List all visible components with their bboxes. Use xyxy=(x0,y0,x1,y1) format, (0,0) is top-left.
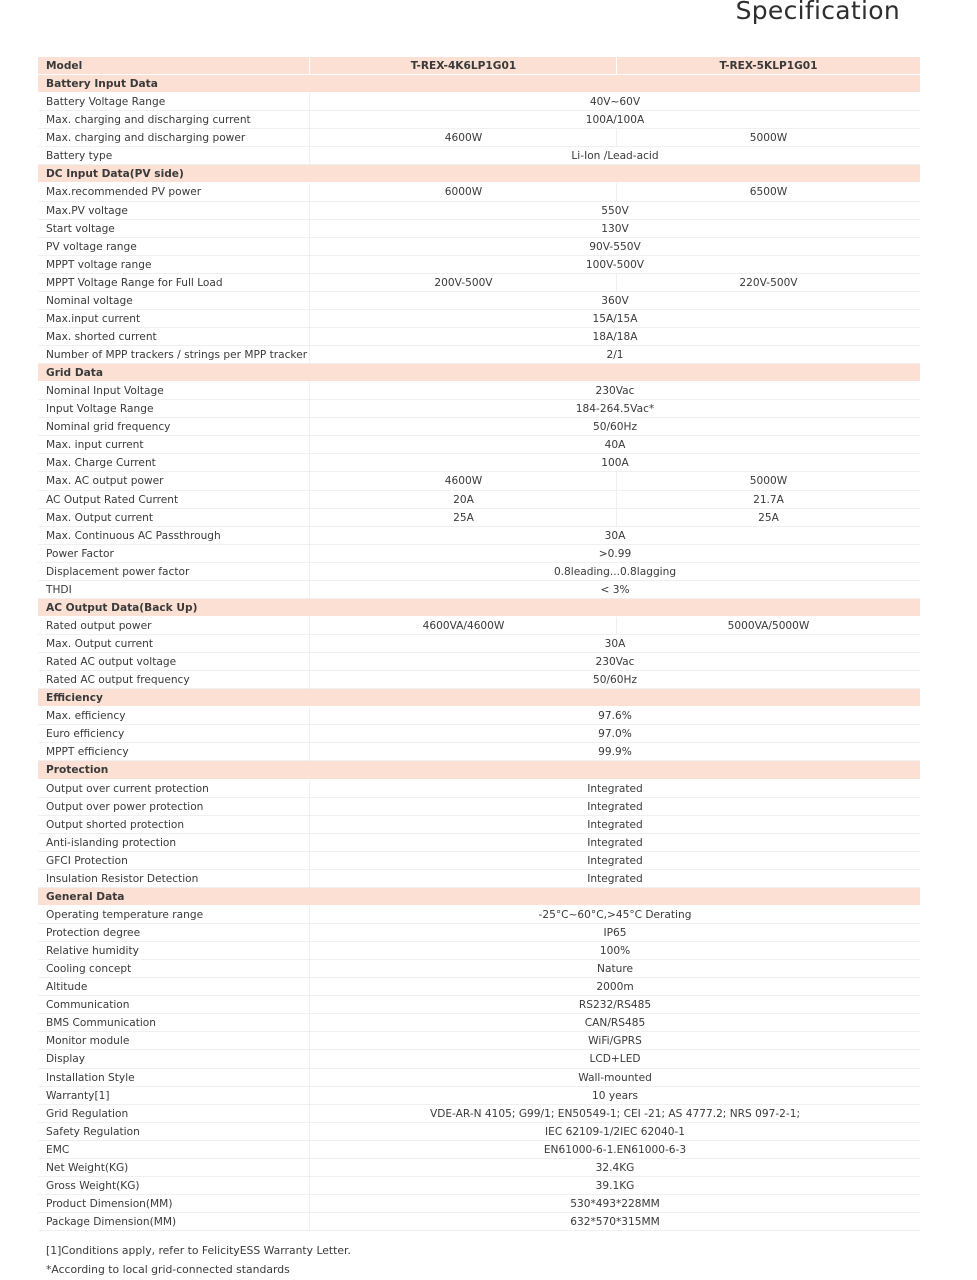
table-row xyxy=(38,671,920,689)
spec-value: < 3% xyxy=(309,581,920,599)
spec-value-model-2: 6500W xyxy=(616,183,920,201)
table-row xyxy=(38,852,920,870)
spec-value: 32.4KG xyxy=(309,1159,920,1177)
table-row xyxy=(38,545,920,563)
spec-label: Grid Regulation xyxy=(46,1107,129,1120)
spec-label: Battery type xyxy=(46,150,113,163)
spec-value: Integrated xyxy=(309,780,920,798)
section-header-row xyxy=(38,165,920,183)
table-row xyxy=(38,1050,920,1068)
table-row xyxy=(38,816,920,834)
table-row xyxy=(38,147,920,165)
spec-label: Net Weight(KG) xyxy=(46,1161,129,1174)
spec-value: IEC 62109-1/2IEC 62040-1 xyxy=(309,1123,920,1141)
table-row xyxy=(38,400,920,418)
spec-value: WiFi/GPRS xyxy=(309,1032,920,1050)
spec-label: THDI xyxy=(46,583,72,596)
table-row xyxy=(38,509,920,527)
spec-label: Output over power protection xyxy=(46,800,204,813)
spec-value-model-1: 25A xyxy=(309,509,617,527)
spec-value: >0.99 xyxy=(309,545,920,563)
table-row xyxy=(38,725,920,743)
table-row xyxy=(38,780,920,798)
spec-value-model-1: 20A xyxy=(309,491,617,509)
section-title: Efficiency xyxy=(46,692,103,705)
table-row xyxy=(38,328,920,346)
section-title: DC Input Data(PV side) xyxy=(46,168,184,181)
table-row xyxy=(38,743,920,761)
spec-label: Start voltage xyxy=(46,222,115,235)
spec-value: 99.9% xyxy=(309,743,920,761)
table-row xyxy=(38,1213,920,1231)
spec-label: Output over current protection xyxy=(46,782,209,795)
table-row xyxy=(38,581,920,599)
spec-label: Operating temperature range xyxy=(46,908,204,921)
section-title: Protection xyxy=(46,764,109,777)
spec-label: Input Voltage Range xyxy=(46,403,154,416)
table-row xyxy=(38,653,920,671)
spec-value: LCD+LED xyxy=(309,1050,920,1068)
table-row xyxy=(38,202,920,220)
spec-label: Protection degree xyxy=(46,927,141,939)
spec-value: 0.8leading...0.8lagging xyxy=(309,563,920,581)
spec-value-model-2: 220V-500V xyxy=(616,274,920,292)
spec-label: Display xyxy=(46,1053,86,1066)
table-row xyxy=(38,1032,920,1050)
spec-value: Integrated xyxy=(309,870,920,888)
spec-label: Altitude xyxy=(46,981,88,994)
spec-label: Gross Weight(KG) xyxy=(46,1179,140,1192)
spec-value: 100% xyxy=(309,942,920,960)
spec-label: Rated AC output voltage xyxy=(46,656,177,669)
table-row xyxy=(38,346,920,364)
spec-label: Number of MPP trackers / strings per MPP tracker xyxy=(46,349,308,361)
spec-label: Max. AC output power xyxy=(46,475,164,488)
spec-label: BMS Communication xyxy=(46,1017,156,1030)
table-row xyxy=(38,93,920,111)
table-row xyxy=(38,906,920,924)
header-model-1: T-REX-4K6LP1G01 xyxy=(309,57,617,75)
section-title: Battery Input Data xyxy=(46,78,158,91)
spec-label: Max. Output current xyxy=(46,511,154,524)
spec-value: 90V-550V xyxy=(309,238,920,256)
spec-value: Nature xyxy=(309,960,920,978)
spec-label: Insulation Resistor Detection xyxy=(46,872,199,885)
spec-label: Max. Charge Current xyxy=(46,457,156,470)
spec-value: 30A xyxy=(309,527,920,545)
spec-value: IP65 xyxy=(309,924,920,942)
spec-value-model-2: 21.7A xyxy=(616,491,920,509)
spec-label: Max.recommended PV power xyxy=(46,186,202,199)
spec-value: -25°C~60°C,>45°C Derating xyxy=(309,906,920,924)
spec-value-model-1: 4600W xyxy=(309,129,617,147)
spec-value: Integrated xyxy=(309,834,920,852)
spec-value: 130V xyxy=(309,220,920,238)
spec-value: 550V xyxy=(309,202,920,220)
spec-label: Relative humidity xyxy=(46,945,139,958)
spec-value: RS232/RS485 xyxy=(309,996,920,1014)
spec-value: 632*570*315MM xyxy=(309,1213,920,1231)
spec-label: AC Output Rated Current xyxy=(46,493,179,506)
header-model-label: Model xyxy=(46,60,83,72)
spec-label: Max.input current xyxy=(46,312,141,325)
spec-value: 100A xyxy=(309,454,920,472)
section-header-row xyxy=(38,888,920,906)
table-row xyxy=(38,563,920,581)
spec-label: Cooling concept xyxy=(46,963,132,976)
spec-value: 39.1KG xyxy=(309,1177,920,1195)
spec-value: VDE-AR-N 4105; G99/1; EN50549-1; CEI -21; AS 4777.2; NRS 097-2-1; xyxy=(309,1105,920,1123)
spec-value: 230Vac xyxy=(309,382,920,400)
spec-label: Max. charging and discharging power xyxy=(46,132,246,145)
spec-value-model-1: 4600W xyxy=(309,472,617,490)
table-row xyxy=(38,1123,920,1141)
table-row xyxy=(38,635,920,653)
spec-label: Max. Output current xyxy=(46,638,154,650)
spec-label: Nominal voltage xyxy=(46,294,133,307)
spec-value: Integrated xyxy=(309,852,920,870)
spec-label: Anti-islanding protection xyxy=(46,836,177,849)
spec-label: Max. Continuous AC Passthrough xyxy=(46,529,221,542)
spec-label: Output shorted protection xyxy=(46,818,185,831)
spec-label: Rated AC output frequency xyxy=(46,674,190,687)
table-row xyxy=(38,942,920,960)
spec-label: EMC xyxy=(46,1143,70,1156)
spec-value: 10 years xyxy=(309,1087,920,1105)
spec-label: Warranty[1] xyxy=(46,1089,110,1102)
section-header-row xyxy=(38,75,920,93)
spec-label: MPPT voltage range xyxy=(46,258,152,271)
table-row xyxy=(38,798,920,816)
spec-label: Installation Style xyxy=(46,1071,135,1084)
spec-value-model-2: 5000VA/5000W xyxy=(616,617,920,635)
table-row xyxy=(38,418,920,436)
table-row xyxy=(38,310,920,328)
table-row xyxy=(38,238,920,256)
spec-value-model-1: 200V-500V xyxy=(309,274,617,292)
spec-value: 50/60Hz xyxy=(309,671,920,689)
footnote-grid-standards: *According to local grid-connected standards xyxy=(46,1263,290,1276)
table-row xyxy=(38,834,920,852)
table-row xyxy=(38,382,920,400)
section-header-row xyxy=(38,599,920,617)
spec-label: Euro efficiency xyxy=(46,728,125,741)
table-row xyxy=(38,1195,920,1213)
spec-label: MPPT efficiency xyxy=(46,746,129,759)
footnotes xyxy=(46,1241,351,1279)
header-model-2: T-REX-5KLP1G01 xyxy=(616,57,920,75)
spec-value: 97.6% xyxy=(309,707,920,725)
spec-table xyxy=(38,57,920,1231)
table-row xyxy=(38,1105,920,1123)
table-row xyxy=(38,111,920,129)
table-body xyxy=(38,75,920,1231)
spec-value-model-1: 4600VA/4600W xyxy=(309,617,617,635)
spec-label: Communication xyxy=(46,999,130,1012)
section-title: General Data xyxy=(46,890,125,903)
spec-label: Monitor module xyxy=(46,1035,130,1048)
table-row xyxy=(38,256,920,274)
table-row xyxy=(38,274,920,292)
spec-value: Li-Ion /Lead-acid xyxy=(309,147,920,165)
spec-label: Max.PV voltage xyxy=(46,204,128,217)
spec-value: 40A xyxy=(309,436,920,454)
spec-label: Displacement power factor xyxy=(46,565,190,578)
table-row xyxy=(38,436,920,454)
spec-value: Integrated xyxy=(309,816,920,834)
spec-value-model-2: 25A xyxy=(616,509,920,527)
spec-label: Max. charging and discharging current xyxy=(46,114,251,127)
section-title: AC Output Data(Back Up) xyxy=(46,601,198,614)
table-row xyxy=(38,1159,920,1177)
table-row xyxy=(38,1069,920,1087)
spec-value: 100V-500V xyxy=(309,256,920,274)
spec-label: Nominal grid frequency xyxy=(46,421,171,434)
spec-value: 18A/18A xyxy=(309,328,920,346)
spec-value: Wall-mounted xyxy=(309,1069,920,1087)
spec-label: Nominal Input Voltage xyxy=(46,385,164,398)
spec-value-model-2: 5000W xyxy=(616,129,920,147)
page-title: Specification xyxy=(735,0,900,25)
table-row xyxy=(38,1014,920,1032)
table-row xyxy=(38,220,920,238)
spec-value: 530*493*228MM xyxy=(309,1195,920,1213)
spec-value-model-1: 6000W xyxy=(309,183,617,201)
spec-value: 2000m xyxy=(309,978,920,996)
section-header-row xyxy=(38,761,920,779)
table-row xyxy=(38,707,920,725)
spec-value-model-2: 5000W xyxy=(616,472,920,490)
spec-value: 230Vac xyxy=(309,653,920,671)
table-row xyxy=(38,924,920,942)
spec-label: Safety Regulation xyxy=(46,1125,140,1138)
spec-label: Max. shorted current xyxy=(46,330,157,343)
table-row xyxy=(38,1141,920,1159)
table-row xyxy=(38,617,920,635)
table-row xyxy=(38,978,920,996)
table-row xyxy=(38,472,920,490)
spec-label: Battery Voltage Range xyxy=(46,96,166,109)
table-row xyxy=(38,527,920,545)
table-row xyxy=(38,870,920,888)
footnote-warranty: [1]Conditions apply, refer to FelicityESS Warranty Letter. xyxy=(46,1244,351,1257)
section-title: Grid Data xyxy=(46,367,103,380)
spec-label: MPPT Voltage Range for Full Load xyxy=(46,276,223,289)
spec-value: CAN/RS485 xyxy=(309,1014,920,1032)
spec-value: 30A xyxy=(309,635,920,653)
spec-value: Integrated xyxy=(309,798,920,816)
spec-value: 50/60Hz xyxy=(309,418,920,436)
table-row xyxy=(38,1087,920,1105)
table-row xyxy=(38,960,920,978)
spec-value: 360V xyxy=(309,292,920,310)
spec-label: Power Factor xyxy=(46,547,114,560)
spec-value: 97.0% xyxy=(309,725,920,743)
spec-label: Rated output power xyxy=(46,619,152,632)
spec-label: Max. input current xyxy=(46,439,144,452)
table-row xyxy=(38,454,920,472)
table-header-row xyxy=(38,57,920,75)
spec-value: 184-264.5Vac* xyxy=(309,400,920,418)
table-row xyxy=(38,996,920,1014)
spec-value: EN61000-6-1.EN61000-6-3 xyxy=(309,1141,920,1159)
table-row xyxy=(38,1177,920,1195)
spec-value: 100A/100A xyxy=(309,111,920,129)
section-header-row xyxy=(38,364,920,382)
table-row xyxy=(38,183,920,201)
table-row xyxy=(38,491,920,509)
spec-label: Package Dimension(MM) xyxy=(46,1216,177,1228)
table-row xyxy=(38,292,920,310)
spec-label: Product Dimension(MM) xyxy=(46,1197,173,1210)
table-row xyxy=(38,129,920,147)
spec-value: 2/1 xyxy=(309,346,920,364)
spec-value: 40V~60V xyxy=(309,93,920,111)
spec-label: PV voltage range xyxy=(46,240,137,253)
spec-label: GFCI Protection xyxy=(46,854,128,867)
section-header-row xyxy=(38,689,920,707)
spec-value: 15A/15A xyxy=(309,310,920,328)
spec-label: Max. efficiency xyxy=(46,710,126,723)
